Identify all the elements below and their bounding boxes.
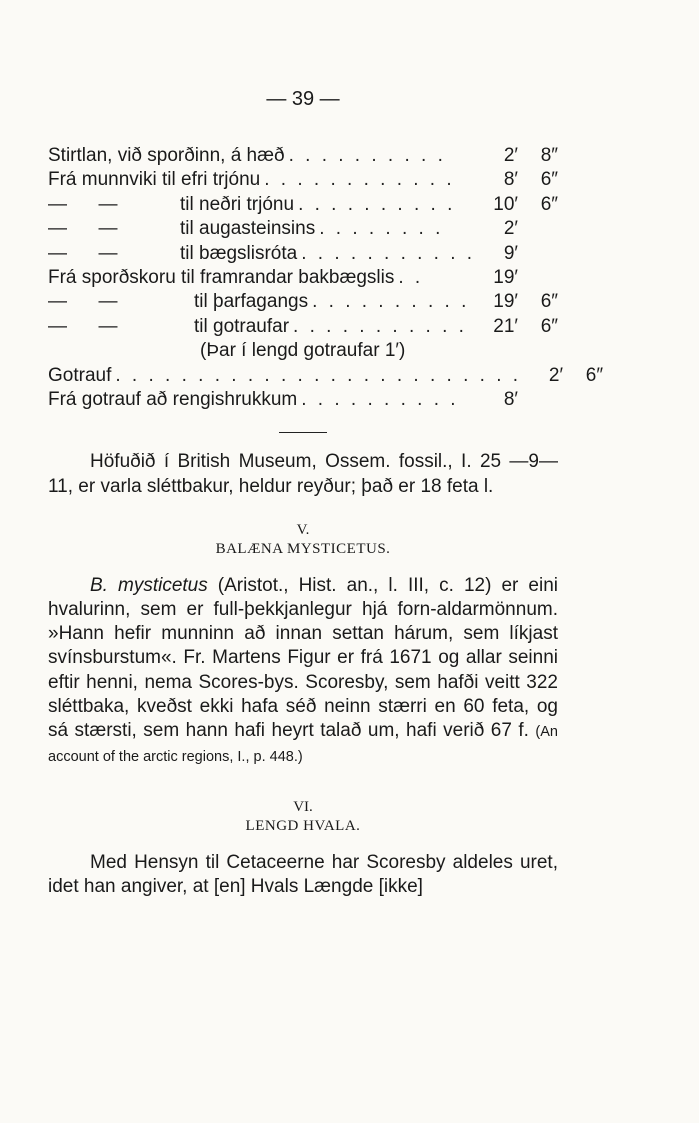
measurement-sub-label xyxy=(48,315,289,339)
measurement-feet: 21′ xyxy=(493,315,518,337)
measurement-sub-label xyxy=(48,242,297,266)
measurement-sub-label xyxy=(48,217,315,241)
ditto-dash: — xyxy=(98,193,118,215)
british-museum-paragraph: Höfuðið í British Museum, Ossem. fossil., I. 25 —9—11, er varla sléttbakur, heldur reyður; það er 18 feta l. xyxy=(48,451,558,497)
measurement-inches: 6″ xyxy=(540,315,558,337)
dot-leader: . . . . . . . . . . . . xyxy=(264,169,455,191)
dot-leader: . . . . . . . . . . xyxy=(301,389,459,411)
page-number: — 39 — xyxy=(266,88,340,110)
measurement-inches: 6″ xyxy=(540,169,558,191)
measurement-sub-label xyxy=(48,193,294,217)
species-name: B. mysticetus xyxy=(90,574,208,596)
measurement-row xyxy=(48,193,558,217)
ditto-dash: — xyxy=(48,242,67,264)
measurement-row xyxy=(48,290,558,314)
section-number: V. xyxy=(296,521,310,538)
page xyxy=(48,88,604,899)
measurement-table xyxy=(48,144,604,412)
measurement-label: Frá munnviki til efri trjónu xyxy=(48,169,261,191)
measurement-inches: 6″ xyxy=(585,364,604,386)
paragraph-body: (Aristot., Hist. an., l. III, c. 12) er eini hvalurinn, sem er full-þekkjanlegur hjá forn-aldarmönnum. »Hann hefir munninn að innan settan hárum, sem líkjast svínsburstum«. Fr. Martens Figur er frá 1671 og allar seinni eftir henni, nema Scores-bys. Scoresby, sem hafði veitt 322 sléttbaka, kveðst ekki hafa séð neinn stærri en 60 feta, og sá stærsti, sem hann hafi heyrt talað um, hafi verið 67 f. xyxy=(48,574,558,742)
measurement-label: til gotraufar xyxy=(194,315,290,337)
measurement-inches: 6″ xyxy=(540,193,558,215)
measurement-label: til bægslisróta xyxy=(180,242,298,264)
dot-leader: . . . . . . . . . . . xyxy=(301,242,476,264)
measurement-note: (Þar í lengd gotraufar 1′) xyxy=(200,340,406,362)
dot-leader: . . . . . . . . . . xyxy=(312,291,470,313)
measurement-label: til augasteinsins xyxy=(180,218,316,240)
dot-leader: . . . . . . . . . . xyxy=(288,145,446,166)
dot-leader: . . . . . . . . . . . xyxy=(293,315,467,337)
section-title: LENGD HVALA. xyxy=(245,817,361,834)
measurement-row xyxy=(48,217,558,241)
measurement-row xyxy=(48,266,558,290)
measurement-feet: 9′ xyxy=(503,242,518,264)
measurement-label: Frá gotrauf að rengishrukkum xyxy=(48,389,298,411)
section-heading xyxy=(48,521,558,559)
measurement-label: Frá sporðskoru til framrandar bakbægslis xyxy=(48,267,395,289)
measurement-feet: 8′ xyxy=(503,389,518,411)
measurement-row xyxy=(48,242,558,266)
measurement-sub-label xyxy=(48,290,308,314)
section-heading xyxy=(48,798,558,836)
ditto-dash: — xyxy=(98,218,118,240)
ditto-dash: — xyxy=(98,291,118,313)
dot-leader: . . xyxy=(398,267,424,289)
ditto-dash: — xyxy=(48,193,67,215)
ditto-dash: — xyxy=(48,218,67,240)
section-title: BALÆNA MYSTICETUS. xyxy=(215,540,391,557)
measurement-feet: 8′ xyxy=(503,169,518,191)
measurement-row xyxy=(48,388,558,412)
measurement-label: Gotrauf xyxy=(48,364,112,386)
measurement-feet: 2′ xyxy=(548,364,564,386)
dot-leader: . . . . . . . . . . xyxy=(298,193,456,215)
measurement-row xyxy=(48,364,604,388)
measurement-label: til þarfagangs xyxy=(194,291,309,313)
measurement-label: til neðri trjónu xyxy=(180,193,295,215)
measurement-feet: 19′ xyxy=(493,267,518,289)
measurement-feet: 2′ xyxy=(503,218,518,240)
ditto-dash: — xyxy=(48,315,67,337)
ditto-dash: — xyxy=(98,242,118,264)
ditto-dash: — xyxy=(98,315,118,337)
whale-length-paragraph: Med Hensyn til Cetaceerne har Scoresby aldeles uret, idet han angiver, at [en] Hvals Længde [ikke] xyxy=(48,851,558,897)
section-divider xyxy=(279,432,327,433)
measurement-row xyxy=(48,168,558,192)
dot-leader: . . . . . . . . . . . . . . . . . . . . . . . . . xyxy=(115,364,522,386)
measurement-inches: 8″ xyxy=(540,145,558,166)
measurement-feet: 19′ xyxy=(493,291,518,313)
measurement-row xyxy=(48,315,558,339)
citation: (An account of the arctic regions, I., p. 448.) xyxy=(48,724,558,766)
measurement-feet: 2′ xyxy=(503,145,518,166)
measurement-row xyxy=(48,144,558,168)
section-number: VI. xyxy=(293,798,313,815)
measurement-label: Stirtlan, við sporðinn, á hæð xyxy=(48,145,285,166)
mysticetus-paragraph xyxy=(48,574,558,770)
measurement-feet: 10′ xyxy=(493,193,518,215)
ditto-dash: — xyxy=(48,291,67,313)
measurement-inches: 6″ xyxy=(540,291,558,313)
dot-leader: . . . . . . . . xyxy=(319,218,444,240)
